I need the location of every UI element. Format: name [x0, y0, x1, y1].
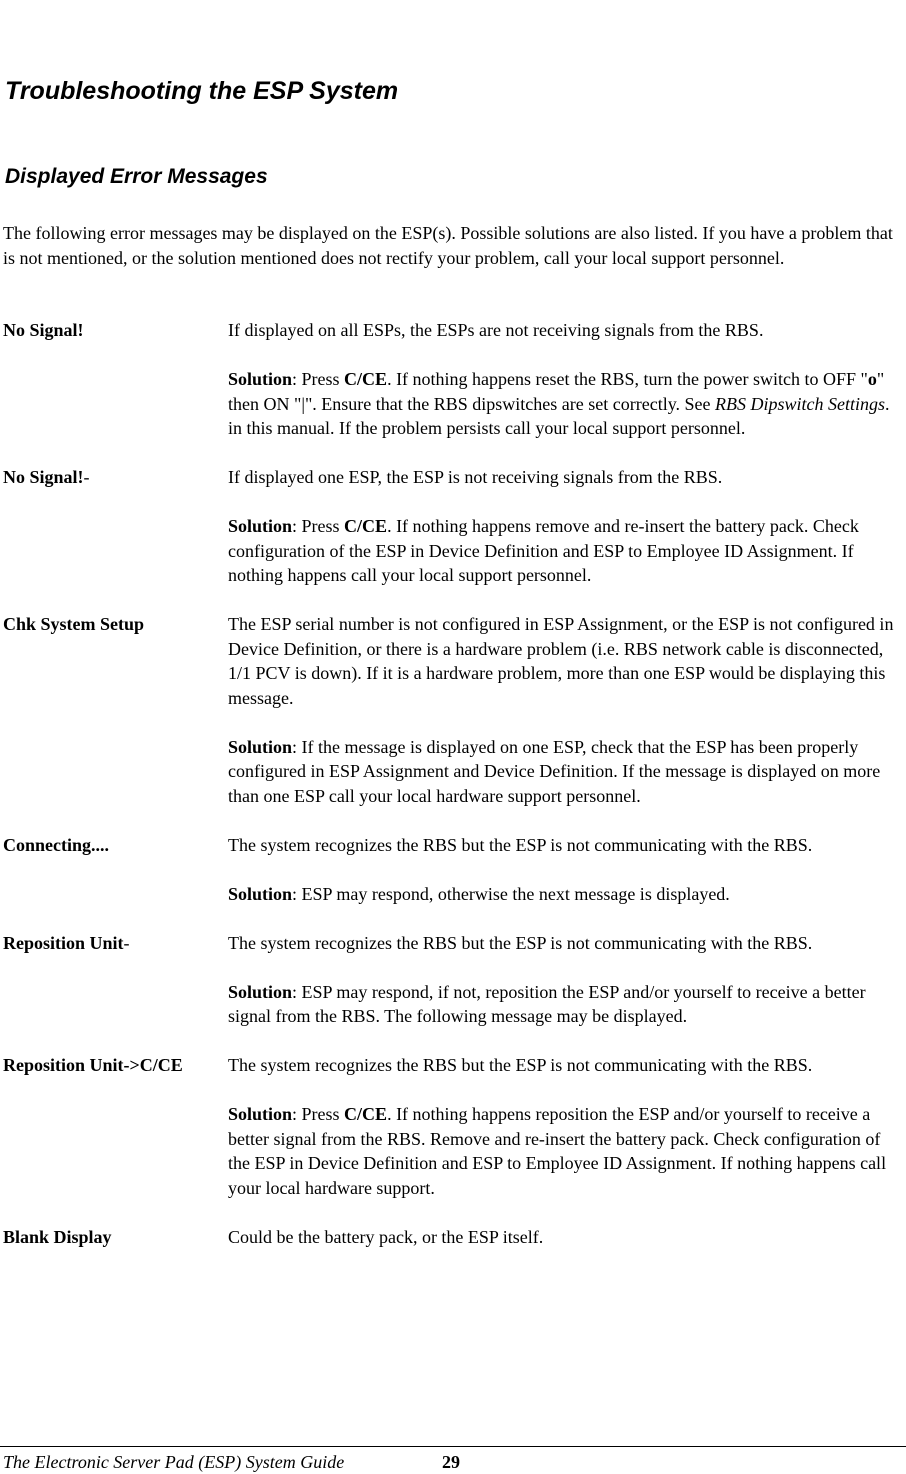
error-entry-reposition-unit-cce: [3, 1053, 906, 1200]
solution-text: Solution: ESP may respond, otherwise the next message is displayed.: [228, 883, 730, 904]
description-text: The ESP serial number is not configured in ESP Assignment, or the ESP is not configured in Device Definition, or there is a hardware problem (i.e. RBS network cable is disconnected, 1/1 PCV is down). If it is a hardware problem, more than one ESP would be displaying this message.: [228, 614, 894, 708]
solution-text: Solution: Press C/CE. If nothing happens remove and re-insert the battery pack. Check configuration of the ESP in Device Definition and ESP to Employee ID Assignment. If nothing happens call your local support personnel.: [228, 516, 859, 585]
solution-label: Solution: [228, 981, 293, 1002]
error-description: [228, 931, 906, 1029]
description-text: If displayed on all ESPs, the ESPs are not receiving signals from the RBS.: [228, 320, 764, 340]
solution-text: Solution: ESP may respond, if not, reposition the ESP and/or yourself to receive a better signal from the RBS. The following message may be displayed.: [228, 981, 866, 1026]
error-entry-reposition-unit: [3, 931, 906, 1029]
error-term: Reposition Unit->C/CE: [3, 1055, 183, 1075]
error-term: Blank Display: [3, 1226, 112, 1247]
error-description: [228, 1225, 906, 1250]
error-description: [228, 318, 906, 441]
solution-label: Solution: [228, 883, 293, 904]
error-description: [228, 833, 906, 907]
error-message-list: [3, 318, 906, 1274]
solution-text: Solution: If the message is displayed on one ESP, check that the ESP has been properly configured in ESP Assignment and Device Definition. If the message is displayed on more than one ESP call your local hardware support personnel.: [228, 736, 881, 806]
footer-title: The Electronic Server Pad (ESP) System Guide: [3, 1452, 345, 1472]
description-text: The system recognizes the RBS but the ESP is not communicating with the RBS.: [228, 834, 813, 855]
error-description: [228, 612, 906, 808]
intro-paragraph: The following error messages may be displayed on the ESP(s). Possible solutions are also listed. If you have a problem that is not mentioned, or the solution mentioned does not rectify your problem, call your local support personnel.: [3, 223, 893, 268]
page-title: Troubleshooting the ESP System: [5, 77, 399, 105]
solution-text: Solution: Press C/CE. If nothing happens reposition the ESP and/or yourself to receive a better signal from the RBS. Remove and re-insert the battery pack. Check configuration of the ESP in Device Definition and ESP to Employee ID Assignment. If nothing happens call your local hardware support.: [228, 1104, 887, 1198]
error-entry-chk-system-setup: [3, 612, 906, 808]
description-text: If displayed one ESP, the ESP is not receiving signals from the RBS.: [228, 467, 723, 487]
error-term: Connecting....: [3, 834, 110, 855]
page-number: 29: [442, 1452, 460, 1472]
error-term: No Signal!-: [3, 467, 90, 487]
solution-label: Solution: [228, 369, 293, 389]
solution-label: Solution: [228, 736, 293, 757]
error-entry-no-signal: [3, 318, 906, 441]
error-entry-connecting: [3, 833, 906, 907]
error-term: No Signal!: [3, 320, 84, 340]
error-term: Reposition Unit-: [3, 932, 130, 953]
key-cce: C/CE: [344, 1104, 388, 1124]
error-description: [228, 1053, 906, 1200]
footer-divider: [0, 1446, 906, 1447]
error-entry-no-signal-dash: [3, 465, 906, 588]
solution-text: Solution: Press C/CE. If nothing happens reset the RBS, turn the power switch to OFF "o" then ON "|". Ensure that the RBS dipswitches are set correctly. See RBS Dipswitch Settings. in this manual. If the problem persists call your local support personnel.: [228, 369, 890, 438]
description-text: Could be the battery pack, or the ESP itself.: [228, 1226, 544, 1247]
description-text: The system recognizes the RBS but the ESP is not communicating with the RBS.: [228, 932, 813, 953]
error-description: [228, 465, 906, 588]
description-text: The system recognizes the RBS but the ESP is not communicating with the RBS.: [228, 1055, 813, 1075]
key-cce: C/CE: [344, 516, 388, 536]
error-term: Chk System Setup: [3, 614, 145, 634]
error-entry-blank-display: [3, 1225, 906, 1250]
key-cce: C/CE: [344, 369, 388, 389]
solution-label: Solution: [228, 1104, 293, 1124]
section-heading: Displayed Error Messages: [5, 165, 268, 188]
manual-reference: RBS Dipswitch Settings: [715, 393, 886, 414]
solution-label: Solution: [228, 516, 293, 536]
